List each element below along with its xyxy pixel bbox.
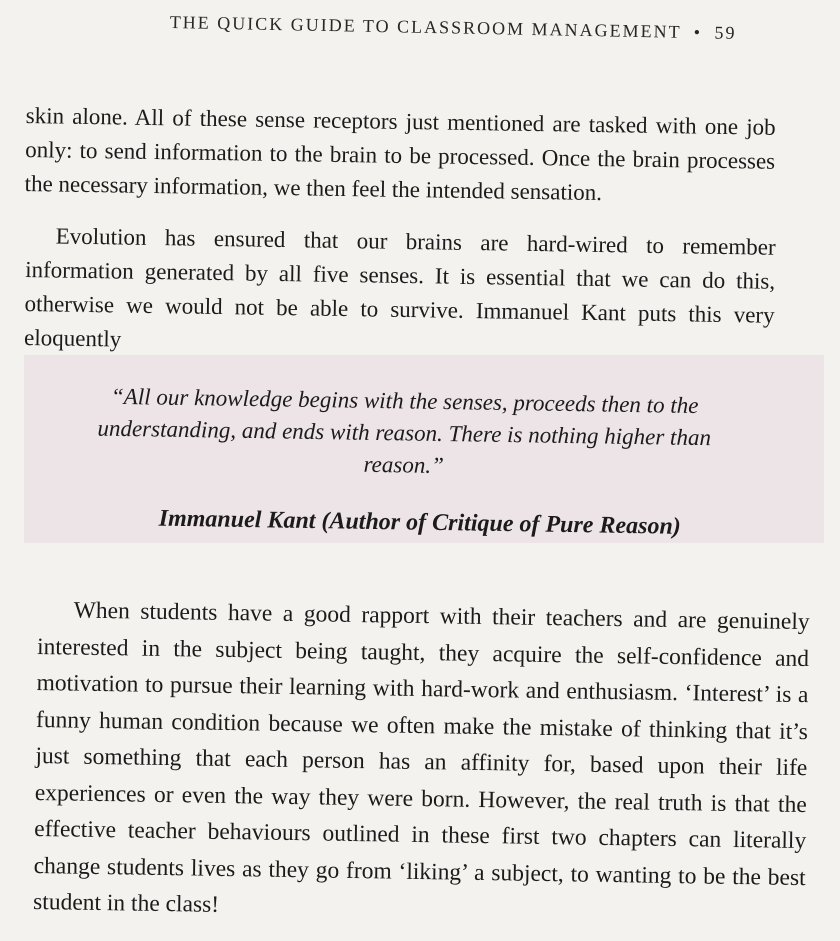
page-number: 59 <box>714 22 737 43</box>
paragraph-3: When students have a good rapport with their teachers and are genuinely interested in the subject being taught, they acquire the self-confidence and motivation to pursue their learning with hard-work and enthusiasm. ‘Interest’ is a funny human condition because we often make the mistake of thinking that it’s just something that each person has an affinity for, based upon their life experiences or even the way they were born. However, the real truth is that the effective teacher behaviours outlined in these first two chapters can literally change students lives as they go from ‘liking’ a subject, to wanting to be the best student in the class! <box>32 597 810 918</box>
paragraph-2: Evolution has ensured that our brains are hard-wired to remember information generated by all five senses. It is essential that we can do this, otherwise we would not be able to survive. Immanuel Kant puts this very eloquently <box>23 223 776 352</box>
quote-attribution: Immanuel Kant (Author of Critique of Pure Reason) <box>158 505 681 540</box>
running-header <box>170 12 770 45</box>
header-title: THE QUICK GUIDE TO CLASSROOM MANAGEMENT <box>169 12 682 42</box>
kant-quote: “All our knowledge begins with the senses, proceeds then to the understanding, and ends with reason. There is nothing higher than reason.” <box>97 383 712 479</box>
paragraph-1: skin alone. All of these sense receptors just mentioned are tasked with one job only: to send information to the brain to be processed. Once the brain processes the necessary information, we then feel the intended sensation. <box>24 102 776 206</box>
header-separator: • <box>693 22 703 43</box>
